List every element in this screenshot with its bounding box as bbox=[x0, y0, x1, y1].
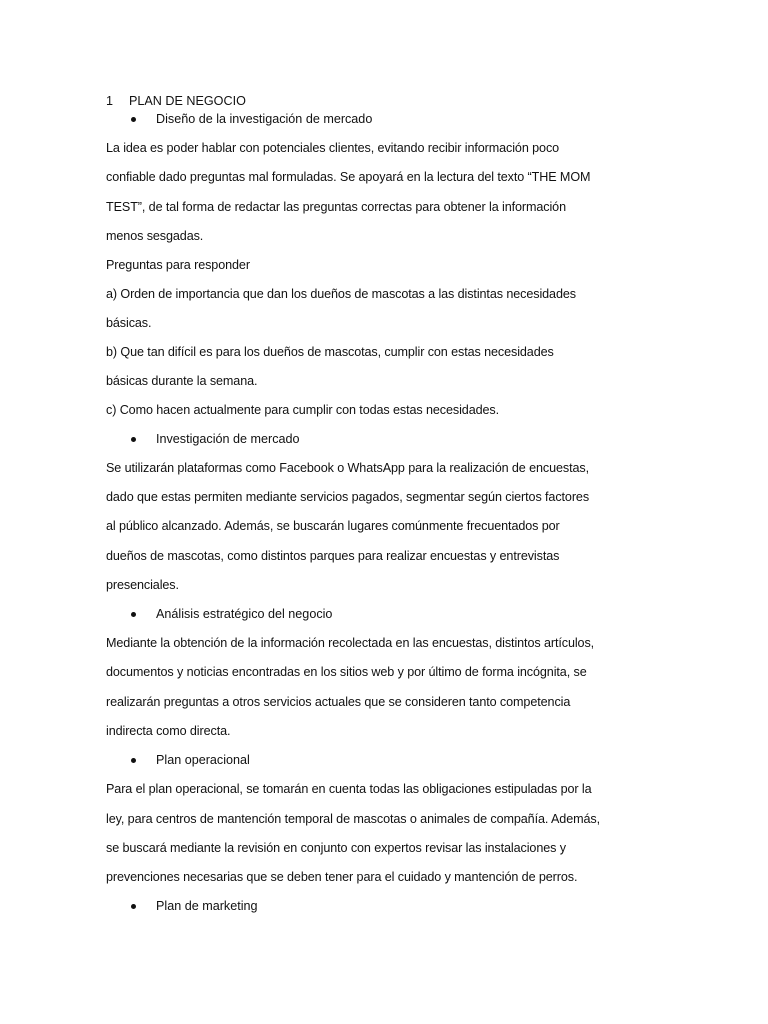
paragraph-line: prevenciones necesarias que se deben tener para el cuidado y mantención de perros. bbox=[106, 870, 578, 884]
bullet-icon bbox=[131, 437, 136, 442]
paragraph-line: ley, para centros de mantención temporal de mascotas o animales de compañía. Además, bbox=[106, 812, 600, 826]
paragraph-line: La idea es poder hablar con potenciales clientes, evitando recibir información poco bbox=[106, 141, 560, 155]
paragraph-line: dueños de mascotas, como distintos parques para realizar encuestas y entrevistas bbox=[106, 549, 560, 563]
bullet-icon bbox=[131, 904, 136, 909]
section-title: Investigación de mercado bbox=[156, 432, 300, 446]
paragraph-line: Se utilizarán plataformas como Facebook o WhatsApp para la realización de encuestas, bbox=[106, 461, 590, 475]
paragraph-line: al público alcanzado. Además, se buscarán lugares comúnmente frecuentados por bbox=[106, 519, 560, 533]
paragraph-line: Mediante la obtención de la información recolectada en las encuestas, distintos artículos, bbox=[106, 636, 595, 650]
bullet-icon bbox=[131, 117, 136, 122]
section-title: Análisis estratégico del negocio bbox=[156, 607, 333, 621]
paragraph-line: Preguntas para responder bbox=[106, 258, 250, 272]
bullet-icon bbox=[131, 758, 136, 763]
paragraph-line: menos sesgadas. bbox=[106, 229, 204, 243]
paragraph-line: realizarán preguntas a otros servicios actuales que se consideren tanto competencia bbox=[106, 695, 571, 709]
paragraph-line: básicas durante la semana. bbox=[106, 374, 258, 388]
paragraph-line: c) Como hacen actualmente para cumplir con todas estas necesidades. bbox=[106, 403, 500, 417]
paragraph-line: TEST”, de tal forma de redactar las preguntas correctas para obtener la información bbox=[106, 200, 566, 214]
paragraph-line: documentos y noticias encontradas en los sitios web y por último de forma incógnita, se bbox=[106, 665, 587, 679]
bullet-icon bbox=[131, 612, 136, 617]
section-title: Plan de marketing bbox=[156, 899, 258, 913]
paragraph-line: b) Que tan difícil es para los dueños de mascotas, cumplir con estas necesidades bbox=[106, 345, 554, 359]
paragraph-line: básicas. bbox=[106, 316, 152, 330]
paragraph-line: indirecta como directa. bbox=[106, 724, 231, 738]
paragraph-line: presenciales. bbox=[106, 578, 179, 592]
paragraph-line: a) Orden de importancia que dan los dueños de mascotas a las distintas necesidades bbox=[106, 287, 576, 301]
paragraph-line: se buscará mediante la revisión en conjunto con expertos revisar las instalaciones y bbox=[106, 841, 566, 855]
heading-number: 1 bbox=[106, 94, 114, 108]
paragraph-line: dado que estas permiten mediante servicios pagados, segmentar según ciertos factores bbox=[106, 490, 590, 504]
paragraph-line: confiable dado preguntas mal formuladas. Se apoyará en la lectura del texto “THE MOM bbox=[106, 170, 591, 184]
paragraph-line: Para el plan operacional, se tomarán en cuenta todas las obligaciones estipuladas por la bbox=[106, 782, 592, 796]
section-title: Plan operacional bbox=[156, 753, 250, 767]
section-title: Diseño de la investigación de mercado bbox=[156, 112, 373, 126]
heading-title: PLAN DE NEGOCIO bbox=[129, 94, 246, 108]
